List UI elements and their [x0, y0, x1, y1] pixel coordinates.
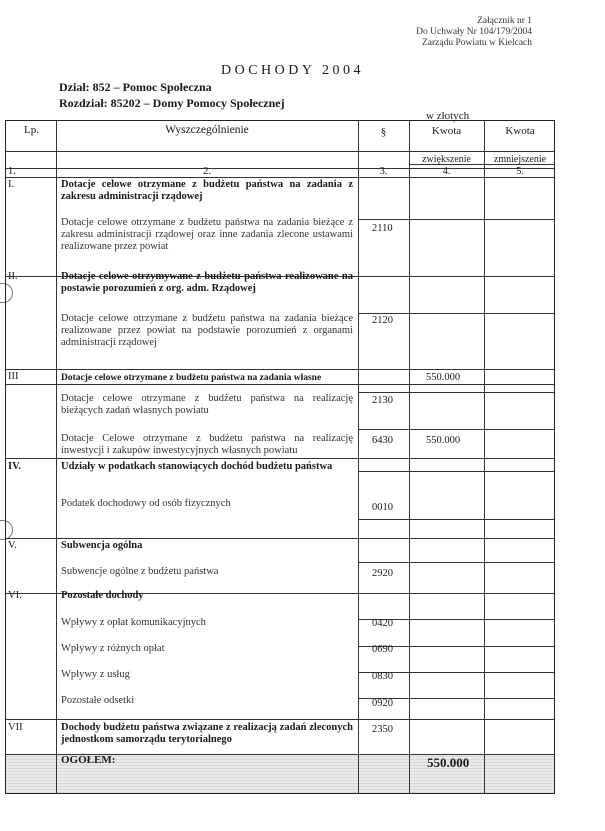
total-amount-increase: 550.000: [427, 755, 470, 770]
section-number: III: [8, 371, 19, 382]
section-title: Dochody budżetu państwa związane z realizacją zadań zleconych jednostkom samorządu terytorialnego: [61, 722, 353, 745]
section-number: VII: [8, 722, 23, 733]
section-title: Subwencja ogólna: [61, 540, 143, 551]
section-amount-increase: 550.000: [426, 372, 461, 383]
item-code: 2920: [372, 568, 393, 579]
resolution-number: Do Uchwały Nr 104/179/2004: [416, 27, 532, 37]
section-title: Dotacje celowe otrzymywane z budżetu państwa realizowane na postawie porozumień z org. adm. Rządowej: [61, 271, 353, 294]
item-code: 2130: [372, 395, 393, 406]
item-description: Dotacje celowe otrzymane z budżetu państwa na realizację bieżących zadań własnych powiatu: [61, 393, 353, 416]
section-title: Dotacje celowe otrzymane z budżetu państwa na zadania własne: [61, 373, 322, 383]
item-code: 0830: [372, 671, 393, 682]
column-number-4: 4.: [442, 166, 451, 177]
item-code: 0010: [372, 502, 393, 513]
income-table: [5, 120, 555, 794]
item-code: 2120: [372, 315, 393, 326]
item-description: Subwencje ogólne z budżetu państwa: [61, 566, 219, 577]
section-number: V.: [8, 540, 17, 551]
column-header-paragraph: §: [380, 126, 387, 138]
division-label: Dział: 852 – Pomoc Społeczna: [59, 80, 212, 94]
column-number-2: 2.: [203, 166, 211, 177]
column-header-amount-increase: Kwota: [431, 125, 462, 137]
total-label: OGÓŁEM:: [61, 754, 116, 766]
column-number-3: 3.: [379, 166, 388, 177]
chapter-label: Rozdział: 85202 – Domy Pomocy Społecznej: [59, 96, 285, 110]
item-description: Dotacje celowe otrzymane z budżetu państwa na zadania bieżące z zakresu administracji rządowej oraz inne zadania zlecone ustawami realizowane przez powiat: [61, 217, 353, 252]
attachment-number: Załącznik nr 1: [477, 16, 532, 26]
column-header-amount-decrease: Kwota: [505, 125, 535, 137]
item-description: Dotacje celowe otrzymane z budżetu państwa na zadania bieżące realizowane przez powiat na podstawie porozumień z organami administracji rządowej: [61, 313, 353, 348]
item-description: Podatek dochodowy od osób fizycznych: [61, 498, 231, 509]
item-code: 2350: [372, 724, 393, 735]
item-code: 6430: [372, 435, 393, 446]
section-number: IV.: [8, 461, 21, 472]
item-amount-increase: 550.000: [426, 435, 461, 446]
page-title: DOCHODY 2004: [221, 63, 364, 78]
currency-unit: w złotych: [426, 110, 470, 122]
item-code: 0920: [372, 698, 393, 709]
item-description: Wpływy z różnych opłat: [61, 643, 165, 654]
item-code: 2110: [372, 223, 393, 234]
section-title: Dotacje celowe otrzymane z budżetu państwa na zadania z zakresu administracji rządowej: [61, 179, 353, 202]
section-number: VI.: [8, 590, 22, 601]
column-subheader-increase: zwiększenie: [422, 154, 471, 165]
column-header-description: Wyszczególnienie: [165, 124, 249, 136]
column-subheader-decrease: zmniejszenie: [493, 154, 547, 165]
attachment-header: [416, 16, 532, 49]
section-number: II.: [8, 271, 18, 282]
item-description: Wpływy z opłat komunikacyjnych: [61, 617, 206, 628]
section-number: I.: [8, 179, 15, 190]
section-title: Pozostałe dochody: [61, 590, 144, 601]
item-code: 0690: [372, 644, 393, 655]
item-description: Dotacje Celowe otrzymane z budżetu państwa na realizację inwestycji i zakupów inwestycyjnych własnych powiatu: [61, 433, 353, 456]
item-description: Wpływy z usług: [61, 669, 130, 680]
section-title: Udziały w podatkach stanowiących dochód budżetu państwa: [61, 461, 333, 472]
item-description: Pozostałe odsetki: [61, 695, 135, 706]
column-number-5: 5.: [516, 166, 524, 177]
column-header-lp: Lp.: [24, 124, 39, 136]
board-name: Zarządu Powiatu w Kielcach: [422, 38, 532, 48]
column-number-1: 1.: [8, 166, 16, 177]
item-code: 0420: [372, 618, 393, 629]
